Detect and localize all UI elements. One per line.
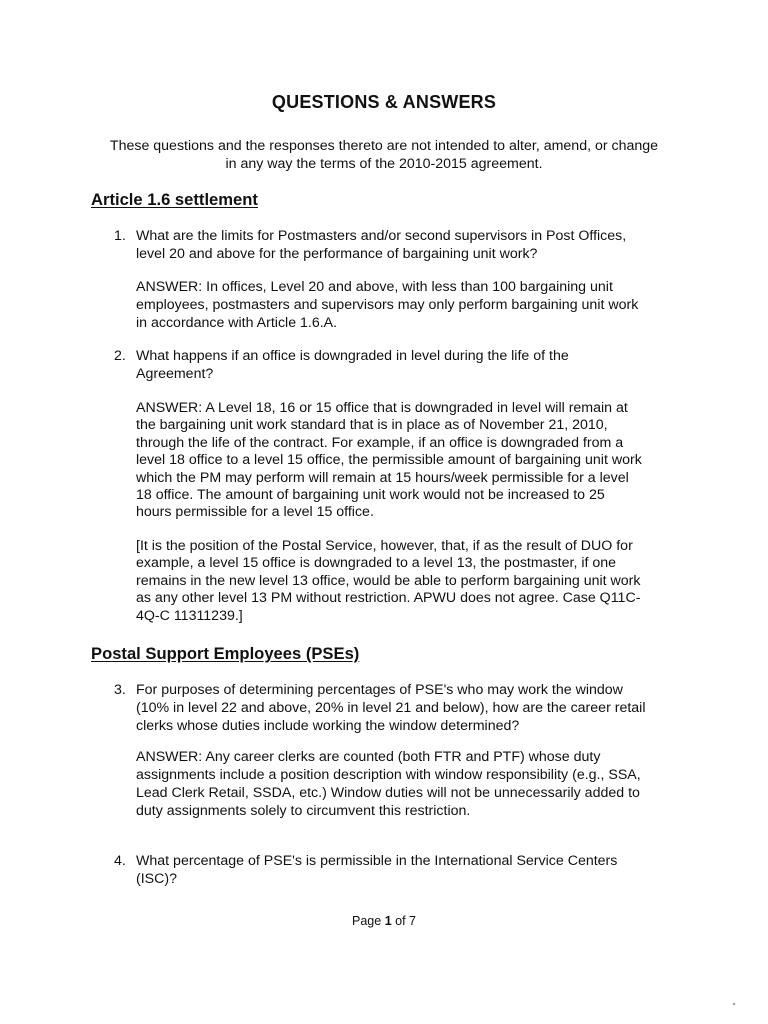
question-line: What happens if an office is downgraded in level during the life of the xyxy=(136,348,569,364)
question-line: What percentage of PSE's is permissible in the International Service Centers xyxy=(136,853,618,869)
question-text xyxy=(136,227,696,263)
answer-line: through the life of the contract. For example, if an office is downgraded from a xyxy=(136,434,624,451)
question-line: Agreement? xyxy=(136,366,214,382)
answer-line: 18 office. The amount of bargaining unit work would not be increased to 25 xyxy=(136,487,605,504)
page-word: Page xyxy=(352,914,382,928)
question-number: 3. xyxy=(114,682,126,698)
answer-line: level 18 office to a level 15 office, the permissible amount of bargaining unit work xyxy=(136,452,642,469)
note-line: [It is the position of the Postal Service, however, that, if as the result of DUO for xyxy=(136,538,633,554)
scan-speck xyxy=(733,1003,735,1005)
question-line: (ISC)? xyxy=(136,871,177,887)
question-number: 1. xyxy=(114,228,126,244)
answer-line: ANSWER: In offices, Level 20 and above, with less than 100 bargaining unit xyxy=(136,279,613,295)
question-text xyxy=(136,347,696,383)
answer-line: ANSWER: A Level 18, 16 or 15 office that is downgraded in level will remain at xyxy=(136,400,628,416)
current-page-number: 1 xyxy=(384,914,392,928)
intro-paragraph xyxy=(80,137,688,173)
question-line: For purposes of determining percentages of PSE's who may work the window xyxy=(136,682,623,698)
note-line: as any other level 13 PM without restriction. APWU does not agree. Case Q11C- xyxy=(136,590,641,607)
note-line: remains in the new level 13 office, would be able to perform bargaining unit work xyxy=(136,572,641,589)
page-title: QUESTIONS & ANSWERS xyxy=(271,92,497,112)
question-text xyxy=(136,852,696,888)
answer-line: hours permissible for a level 15 office. xyxy=(136,504,374,521)
question-number: 4. xyxy=(114,853,126,869)
section-heading-article-1-6: Article 1.6 settlement xyxy=(91,190,258,209)
answer-paragraph xyxy=(136,278,696,332)
answer-paragraph xyxy=(136,400,696,522)
total-pages-number: 7 xyxy=(409,914,416,928)
note-line: 4Q-C 11311239.] xyxy=(136,607,243,624)
answer-line: in accordance with Article 1.6.A. xyxy=(136,315,338,331)
answer-line: employees, postmasters and supervisors may only perform bargaining unit work xyxy=(136,297,639,313)
answer-line: assignments include a position description with window responsibility (e.g., SSA, xyxy=(136,767,641,783)
question-line: (10% in level 22 and above, 20% in level 21 and below), how are the career retail xyxy=(136,700,646,716)
of-word: of xyxy=(395,914,406,928)
answer-line: ANSWER: Any career clerks are counted (both FTR and PTF) whose duty xyxy=(136,749,601,765)
question-line: clerks whose duties include working the window determined? xyxy=(136,718,520,734)
intro-line: These questions and the responses thereto are not intended to alter, amend, or change xyxy=(109,138,659,154)
answer-paragraph xyxy=(136,748,696,820)
intro-line: in any way the terms of the 2010-2015 agreement. xyxy=(225,156,543,172)
answer-line: which the PM may perform will remain at 15 hours/week permissible for a level xyxy=(136,469,629,486)
answer-line: duty assignments solely to circumvent this restriction. xyxy=(136,803,471,819)
question-number: 2. xyxy=(114,348,126,364)
answer-line: Lead Clerk Retail, SSDA, etc.) Window duties will not be unnecessarily added to xyxy=(136,785,640,801)
page-footer xyxy=(0,914,768,928)
note-paragraph xyxy=(136,538,696,625)
section-heading-pse: Postal Support Employees (PSEs) xyxy=(91,644,360,663)
question-line: What are the limits for Postmasters and/or second supervisors in Post Offices, xyxy=(136,228,627,244)
question-text xyxy=(136,681,696,735)
answer-line: the bargaining unit work standard that is in place as of November 21, 2010, xyxy=(136,417,608,434)
question-line: level 20 and above for the performance of bargaining unit work? xyxy=(136,246,538,262)
note-line: example, a level 15 office is downgraded to a level 13, the postmaster, if one xyxy=(136,555,617,572)
